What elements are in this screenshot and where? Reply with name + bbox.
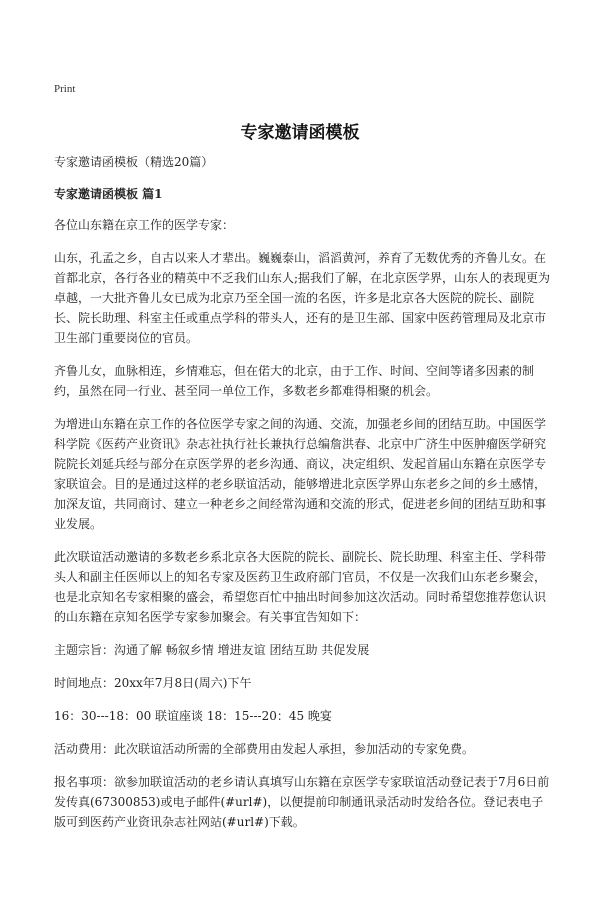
paragraph-background: 齐鲁儿女，血脉相连，乡情难忘，但在偌大的北京，由于工作、时间、空间等诸多因素的制约，虽然在同一行业、甚至同一单位工作，多数老乡都难得相聚的机会。 bbox=[54, 364, 535, 398]
section-heading: 专家邀请函模板 篇1 bbox=[54, 187, 163, 201]
paragraph-purpose: 为增进山东籍在京工作的各位医学专家之间的沟通、交流，加强老乡间的团结互助。中国医学科学院《医药产业资讯》杂志社执行社长兼执行总编詹洪春、北京中广济生中医肿瘤医学研究院院长刘延兵经与部分在京医学界的老乡沟通、商议，决定组织、发起首届山东籍在京医学专家联谊会。目的是通过这样的老乡联谊活动，能够增进北京医学界山东老乡之间的乡土感情，加深友谊，共同商讨、建立一种老乡之间经常沟通和交流的形式，促进老乡间的团结互助和事业发展。 bbox=[54, 417, 547, 531]
paragraph-schedule: 16：30---18：00 联谊座谈 18：15---20：45 晚宴 bbox=[54, 709, 332, 723]
paragraph-salutation: 各位山东籍在京工作的医学专家： bbox=[54, 218, 235, 232]
paragraph-registration: 报名事项：欲参加联谊活动的老乡请认真填写山东籍在京医学专家联谊活动登记表于7月6日前发传真(67300853)或电子邮件(#url#)，以便提前印制通讯录活动时发给各位。登记表电子版可到医药产业资讯杂志社网站(#url#)下载。 bbox=[54, 775, 550, 829]
print-link[interactable]: Print bbox=[54, 83, 76, 95]
document-title: 专家邀请函模板 bbox=[240, 123, 360, 143]
paragraph-intro: 山东，孔孟之乡，自古以来人才辈出。巍巍泰山，滔滔黄河，养育了无数优秀的齐鲁儿女。在首都北京，各行各业的精英中不乏我们山东人;据我们了解，在北京医学界，山东人的表现更为卓越，一大批齐鲁儿女已成为北京乃至全国一流的名医，许多是北京各大医院的院长、副院长、院长助理、科室主任或重点学科的带头人，还有的是卫生部、国家中医药管理局及北京市卫生部门重要岗位的官员。 bbox=[54, 251, 551, 345]
paragraph-time-place: 时间地点：20xx年7月8日(周六)下午 bbox=[54, 676, 252, 690]
document-body bbox=[54, 152, 554, 845]
paragraph-fees: 活动费用：此次联谊活动所需的全部费用由发起人承担，参加活动的专家免费。 bbox=[54, 742, 475, 756]
paragraph-theme: 主题宗旨：沟通了解 畅叙乡情 增进友谊 团结互助 共促发展 bbox=[54, 643, 370, 657]
document-subtitle: 专家邀请函模板（精选20篇） bbox=[54, 155, 214, 169]
paragraph-invitation: 此次联谊活动邀请的多数老乡系北京各大医院的院长、副院长、院长助理、科室主任、学科带头人和副主任医师以上的知名专家及医药卫生政府部门官员，不仅是一次我们山东老乡聚会，也是北京知名专家相聚的盛会，希望您百忙中抽出时间参加这次活动。同时希望您推荐您认识的山东籍在京知名医学专家参加聚会。有关事宜告知如下： bbox=[54, 550, 547, 624]
